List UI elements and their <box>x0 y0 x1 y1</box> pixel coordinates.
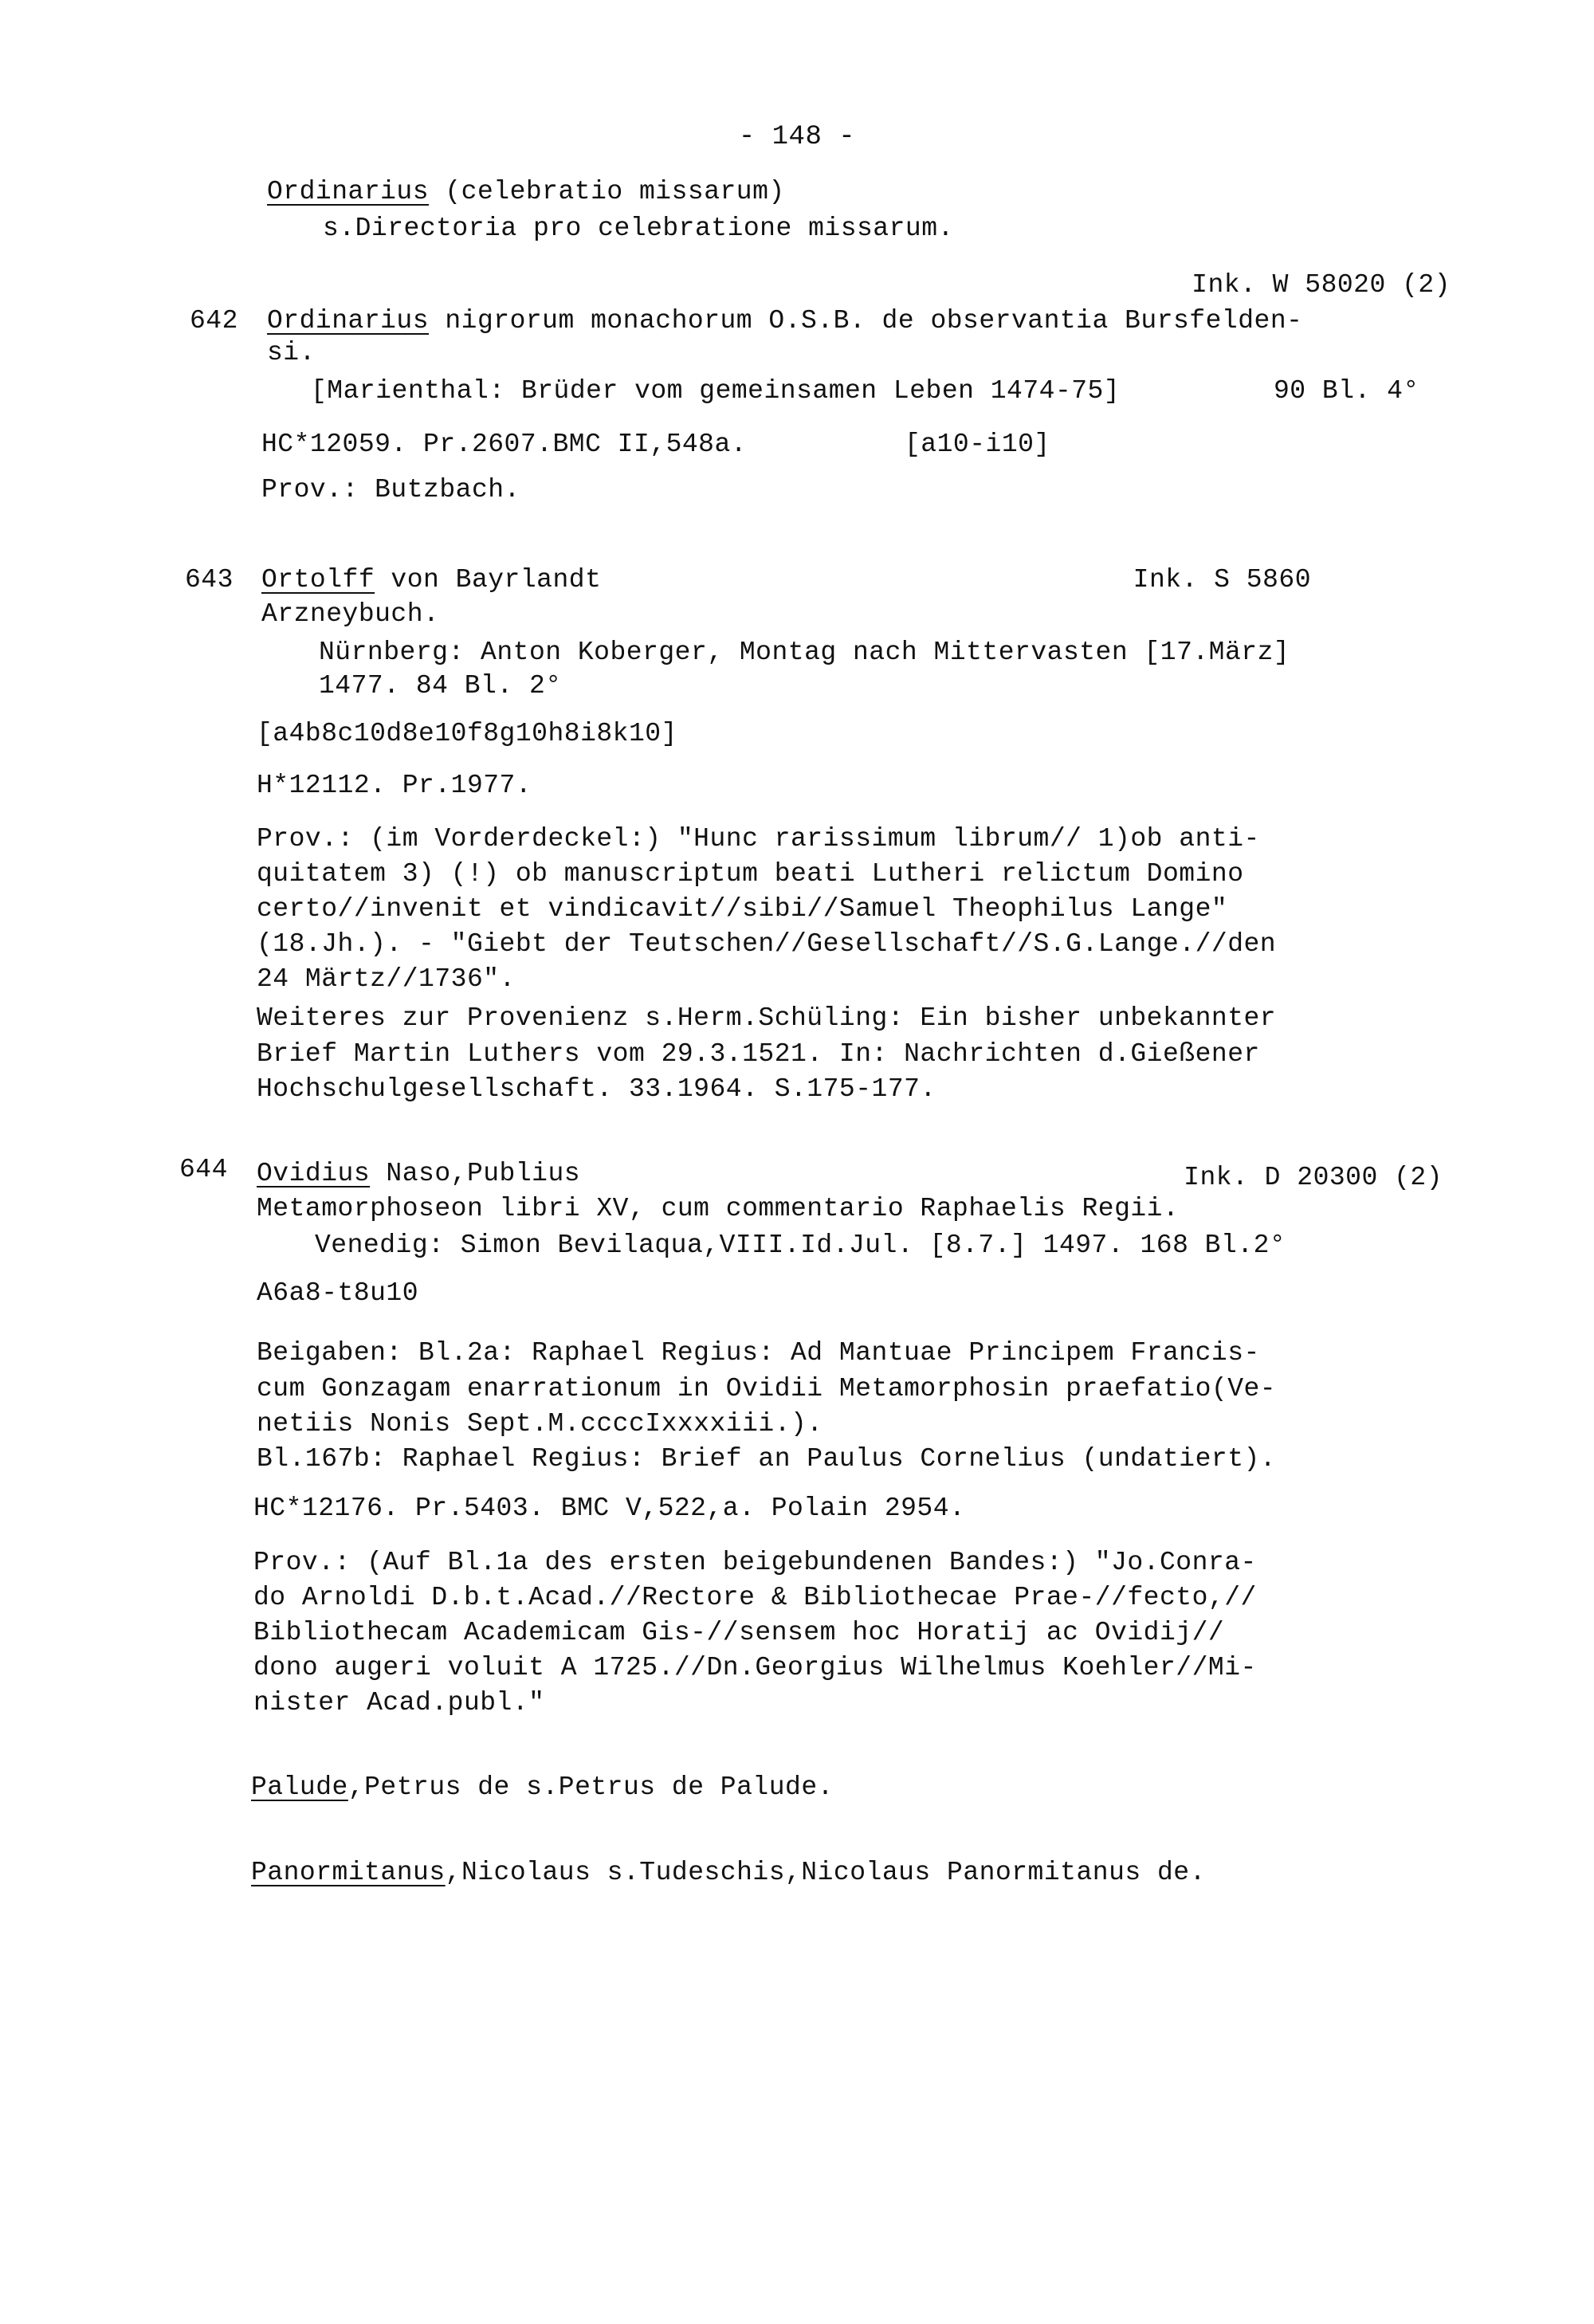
entry-643-heading <box>261 562 601 598</box>
entry-642-format: 90 Bl. 4° <box>1274 376 1419 406</box>
entry-644-heading <box>257 1156 580 1191</box>
entry-642-title2: si. <box>267 338 316 367</box>
crossref-palude <box>251 1769 834 1805</box>
entry-643-prov-line1: Prov.: (im Vorderdeckel:) "Hunc rarissimum librum// 1)ob anti- <box>257 824 1260 854</box>
entry-643-head: Ortolff <box>261 565 375 595</box>
crossref-panormitanus <box>251 1855 1206 1890</box>
crossref-panormitanus-head: Panormitanus <box>251 1858 446 1887</box>
entry-643-imprint1: Nürnberg: Anton Koberger, Montag nach Mittervasten [17.März] <box>319 638 1290 667</box>
entry-643-imprint2: 1477. 84 Bl. 2° <box>319 671 562 701</box>
entry-644-beigaben-line1: Beigaben: Bl.2a: Raphael Regius: Ad Mantuae Principem Francis- <box>257 1338 1260 1368</box>
entry-642-title1: nigrorum monachorum O.S.B. de observantia Bursfelden- <box>429 306 1303 336</box>
entry-644-refs: HC*12176. Pr.5403. BMC V,522,a. Polain 2954. <box>253 1494 966 1523</box>
entry-643-prov-line5: 24 Märtz//1736". <box>257 964 516 994</box>
ordinarius-ref-heading <box>267 174 785 210</box>
entry-643-ink: Ink. S 5860 <box>1133 565 1311 595</box>
entry-644-prov-line3: Bibliothecam Academicam Gis-//sensem hoc Horatij ac Ovidij// <box>253 1618 1225 1647</box>
entry-642-prov: Prov.: Butzbach. <box>261 475 520 504</box>
crossref-palude-rest: ,Petrus de s.Petrus de Palude. <box>347 1772 834 1802</box>
entry-643-prov-line3: certo//invenit et vindicavit//sibi//Samuel Theophilus Lange" <box>257 894 1228 924</box>
crossref-palude-head: Palude <box>251 1772 348 1802</box>
entry-644-beigaben-line3: netiis Nonis Sept.M.ccccIxxxxiii.). <box>257 1409 823 1439</box>
entry-643-prov-line7: Brief Martin Luthers vom 29.3.1521. In: Nachrichten d.Gießener <box>257 1039 1260 1069</box>
entry-644-head: Ovidius <box>257 1159 371 1188</box>
entry-642-ink: Ink. W 58020 (2) <box>1192 270 1451 300</box>
entry-643-title1: von Bayrlandt <box>375 565 602 595</box>
crossref-panormitanus-rest: ,Nicolaus s.Tudeschis,Nicolaus Panormitanus de. <box>445 1858 1206 1887</box>
entry-643-prov-line4: (18.Jh.). - "Giebt der Teutschen//Gesellschaft//S.G.Lange.//den <box>257 929 1277 959</box>
entry-643-title2: Arzneybuch. <box>261 599 440 629</box>
entry-643-refs: H*12112. Pr.1977. <box>257 771 532 800</box>
entry-643-prov-line6: Weiteres zur Provenienz s.Herm.Schüling: Ein bisher unbekannter <box>257 1003 1277 1033</box>
entry-644-title2: Metamorphoseon libri XV, cum commentario Raphaelis Regii. <box>257 1194 1180 1223</box>
entry-643-prov-line2: quitatem 3) (!) ob manuscriptum beati Lutheri relictum Domino <box>257 859 1244 889</box>
entry-644-number: 644 <box>179 1155 228 1184</box>
entry-642-imprint: [Marienthal: Brüder vom gemeinsamen Leben 1474-75] <box>311 376 1121 406</box>
entry-642-number: 642 <box>190 306 238 336</box>
entry-644-prov-line1: Prov.: (Auf Bl.1a des ersten beigebundenen Bandes:) "Jo.Conra- <box>253 1548 1257 1577</box>
ordinarius-ref-rest: (celebratio missarum) <box>429 177 785 206</box>
ordinarius-ref-see: s.Directoria pro celebratione missarum. <box>323 214 954 243</box>
entry-643-collation: [a4b8c10d8e10f8g10h8i8k10] <box>257 719 677 748</box>
entry-643-prov-line8: Hochschulgesellschaft. 33.1964. S.175-177. <box>257 1074 936 1104</box>
entry-644-prov-line4: dono augeri voluit A 1725.//Dn.Georgius Wilhelmus Koehler//Mi- <box>253 1653 1257 1682</box>
entry-644-title1: Naso,Publius <box>370 1159 581 1188</box>
entry-644-prov-line2: do Arnoldi D.b.t.Acad.//Rectore & Bibliothecae Prae-//fecto,// <box>253 1583 1257 1612</box>
entry-643-number: 643 <box>185 565 234 595</box>
entry-644-beigaben-line2: cum Gonzagam enarrationum in Ovidii Metamorphosin praefatio(Ve- <box>257 1374 1277 1403</box>
entry-644-prov-line5: nister Acad.publ." <box>253 1688 545 1717</box>
entry-642-heading <box>267 303 1302 339</box>
page-number: - 148 - <box>738 122 856 152</box>
entry-642-head: Ordinarius <box>267 306 430 336</box>
entry-644-collation: A6a8-t8u10 <box>257 1278 419 1308</box>
entry-642-refs: HC*12059. Pr.2607.BMC II,548a. <box>261 430 748 459</box>
entry-644-ink: Ink. D 20300 (2) <box>1184 1163 1443 1192</box>
entry-644-imprint: Venedig: Simon Bevilaqua,VIII.Id.Jul. [8.7.] 1497. 168 Bl.2° <box>315 1231 1286 1260</box>
entry-642-collation: [a10-i10] <box>905 430 1050 459</box>
ordinarius-ref-head: Ordinarius <box>267 177 430 206</box>
entry-644-beigaben-line4: Bl.167b: Raphael Regius: Brief an Paulus Cornelius (undatiert). <box>257 1444 1277 1474</box>
